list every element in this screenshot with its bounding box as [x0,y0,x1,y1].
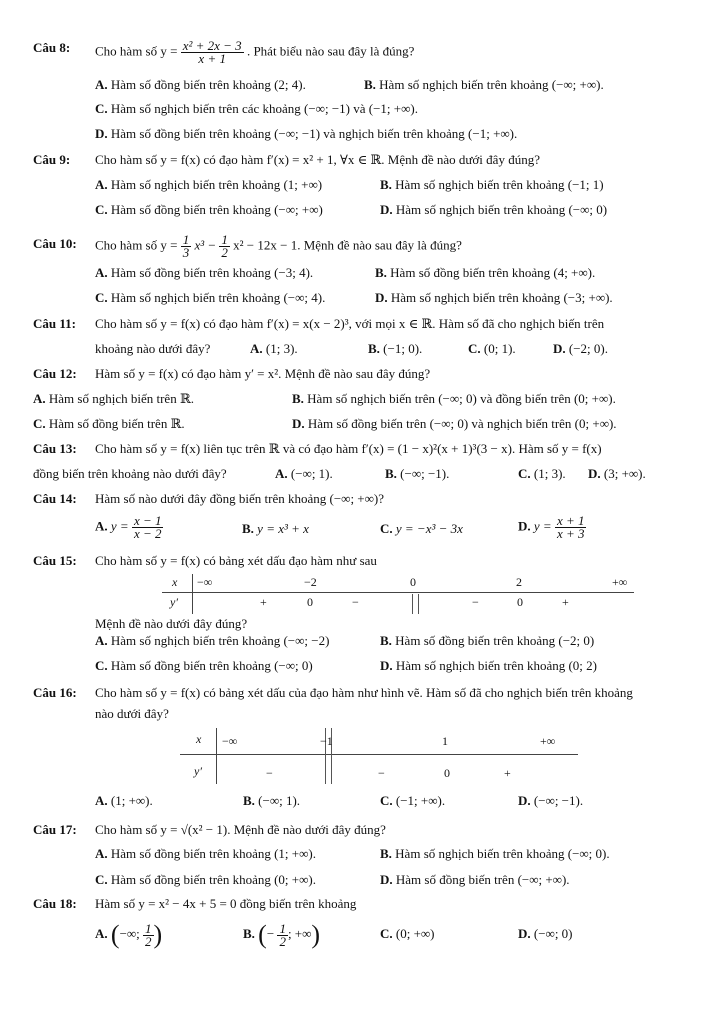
table-divider [162,592,634,593]
option-text: Hàm số nghịch biến trên các khoảng (−∞; −1) và (−1; +∞). [110,101,418,116]
option-c[interactable] [468,341,516,357]
option-b[interactable] [380,846,610,862]
table-sign: + [562,595,569,609]
option-a[interactable] [95,633,329,649]
question-stem: Cho hàm số y = f(x) có bảng xét dấu của đạo hàm như hình vẽ. Hàm số đã cho nghịch biến trên khoảng [95,685,633,700]
option-text: (0; 1). [483,341,516,356]
table-sign: − [352,595,359,609]
paren-close: ) [311,920,321,950]
option-text: (1; 3). [265,341,298,356]
option-b[interactable] [243,793,300,809]
table-divider [180,754,578,755]
option-text: Hàm số đồng biến trên khoảng (−∞; +∞) [110,202,323,217]
table-sign: + [504,766,511,780]
option-label: A. [95,265,108,280]
table-head-y: y′ [194,764,202,778]
option-b[interactable] [380,633,594,649]
option-b[interactable] [364,77,604,93]
stem-text: Cho hàm số y = [95,237,178,253]
option-label: A. [95,77,108,92]
option-label: B. [243,793,255,808]
option-label: A. [95,846,108,861]
question-stem-line2: đồng biến trên khoảng nào dưới đây? [33,466,227,481]
table-head-y: y′ [170,595,178,609]
option-label: D. [375,290,388,305]
option-text: Hàm số đồng biến trên ℝ. [48,416,185,431]
denominator: 3 [182,245,190,260]
option-label: C. [95,872,108,887]
stem-text: x³ − [194,237,217,253]
option-label: B. [243,926,255,941]
numerator: 1 [279,920,286,936]
question-stem: Hàm số y = x² − 4x + 5 = 0 đồng biến trên khoảng [95,896,357,911]
option-text: y = −x³ − 3x [395,521,463,536]
numerator: x − 1 [133,513,162,528]
option-d[interactable] [375,290,613,306]
option-label: D. [588,466,601,481]
fraction [277,920,288,949]
option-text: (3; +∞). [603,466,646,481]
question-stem: Cho hàm số y = f(x) có bảng xét dấu đạo hàm như sau [95,553,377,568]
option-d[interactable] [95,126,517,142]
option-text: (1; +∞). [110,793,153,808]
option-label: A. [95,926,108,941]
option-b[interactable] [368,341,422,357]
sign-table [162,574,634,614]
question-ask: Mệnh đề nào dưới đây đúng? [95,616,248,631]
option-b[interactable] [243,918,320,950]
option-text: − [266,926,275,941]
question-label: Câu 13: [33,441,77,456]
question-label: Câu 16: [33,685,77,700]
stem-text: Cho hàm số y = [95,43,178,59]
option-label: C. [95,290,108,305]
question-stem: Cho hàm số y = f(x) liên tục trên ℝ và có đạo hàm f′(x) = (1 − x)²(x + 1)³(3 − x). Hàm số y = f(x) [95,441,602,456]
table-sign: − [266,766,273,780]
option-text: Hàm số đồng biến trên khoảng (1; +∞). [110,846,316,861]
denominator: x − 2 [133,526,162,541]
fraction [143,920,154,949]
option-a[interactable] [95,515,163,540]
option-label: B. [292,391,304,406]
numerator: 1 [145,920,152,936]
question-stem: Hàm số y = f(x) có đạo hàm y′ = x². Mệnh đề nào sau đây đúng? [95,366,431,381]
paren-open: ( [258,920,267,950]
numerator: x² + 2x − 3 [182,38,242,53]
option-a[interactable] [95,265,313,281]
paren-close: ) [153,920,163,950]
option-b[interactable] [292,391,616,407]
option-c[interactable] [380,521,463,537]
denominator: x + 1 [198,51,226,66]
option-label: D. [292,416,305,431]
table-sign: 0 [444,766,450,780]
option-c[interactable] [518,466,566,482]
option-d[interactable] [380,658,597,674]
option-text: Hàm số nghịch biến trên khoảng (−∞; −2) [110,633,330,648]
option-c[interactable] [95,290,325,306]
fraction [181,234,192,259]
option-text: Hàm số đồng biến trên khoảng (−∞; −1) và nghịch biến trên khoảng (−1; +∞). [110,126,518,141]
question-stem-line2: khoảng nào dưới đây? [95,341,211,356]
option-label: B. [380,846,392,861]
option-text: Hàm số nghịch biến trên khoảng (0; 2) [395,658,597,673]
option-label: D. [518,518,531,534]
option-b[interactable] [385,466,449,482]
option-text: (−1; 0). [383,341,423,356]
table-x-value: +∞ [612,575,628,589]
table-divider [192,574,193,614]
option-label: C. [33,416,46,431]
option-d[interactable] [588,466,646,482]
option-text: (−∞; 1). [258,793,301,808]
question-label: Câu 10: [33,236,77,251]
question-stem [95,40,414,65]
option-text: Hàm số đồng biến trên khoảng (2; 4). [110,77,306,92]
denominator: 2 [145,933,152,949]
option-label: C. [95,101,108,116]
table-x-value: −∞ [222,734,238,748]
double-bar [412,594,419,614]
option-text: Hàm số nghịch biến trên khoảng (1; +∞) [110,177,323,192]
table-x-value: +∞ [540,734,556,748]
question-8 [33,40,70,56]
option-label: B. [380,633,392,648]
table-sign: − [472,595,479,609]
question-11 [33,316,76,332]
table-x-value: −1 [320,734,333,748]
question-label: Câu 18: [33,896,77,911]
option-text: (−∞; −1). [533,793,584,808]
option-label: B. [385,466,397,481]
option-text: Hàm số nghịch biến trên khoảng (−∞; 4). [110,290,326,305]
option-c[interactable] [95,872,316,888]
option-label: A. [275,466,288,481]
option-a[interactable] [95,177,322,193]
option-text: Hàm số nghịch biến trên khoảng (−∞; 0) [395,202,608,217]
option-text: y = [110,518,129,534]
question-label: Câu 12: [33,366,77,381]
question-label: Câu 11: [33,316,76,331]
option-d[interactable] [518,515,586,540]
stem-text: . Phát biểu nào sau đây là đúng? [246,43,415,59]
sign-table [180,728,578,784]
option-text: Hàm số nghịch biến trên khoảng (−1; 1) [395,177,604,192]
option-label: D. [553,341,566,356]
table-head-x: x [172,575,178,589]
option-label: D. [518,793,531,808]
option-text: Hàm số đồng biến trên khoảng (−∞; 0) [110,658,313,673]
option-a[interactable] [95,918,162,950]
option-text: (−1; +∞). [395,793,446,808]
option-text: (0; +∞) [395,926,435,941]
question-label: Câu 9: [33,152,71,167]
option-c[interactable] [95,658,313,674]
stem-text: x² − 12x − 1. Mệnh đề nào sau đây là đúng? [233,237,462,253]
option-label: D. [518,926,531,941]
question-stem: Hàm số nào dưới đây đồng biến trên khoảng (−∞; +∞)? [95,491,385,506]
option-label: D. [380,658,393,673]
question-label: Câu 8: [33,40,71,55]
table-head-x: x [196,732,202,746]
option-text: (−2; 0). [568,341,608,356]
option-d[interactable] [553,341,608,357]
question-13 [33,441,77,457]
option-c[interactable] [33,416,185,432]
option-c[interactable] [380,793,445,809]
table-sign: − [378,766,385,780]
table-x-value: −∞ [197,575,213,589]
fraction [181,40,244,65]
numerator: 1 [182,232,190,247]
option-d[interactable] [380,872,570,888]
option-text: Hàm số đồng biến trên khoảng (−2; 0) [395,633,595,648]
option-text: Hàm số nghịch biến trên khoảng (−∞; +∞). [379,77,604,92]
table-sign: 0 [517,595,523,609]
option-b[interactable] [242,521,309,537]
option-text: Hàm số đồng biến trên (−∞; 0) và nghịch biến trên (0; +∞). [307,416,617,431]
question-stem: Cho hàm số y = f(x) có đạo hàm f′(x) = x(x − 2)³, với mọi x ∈ ℝ. Hàm số đã cho nghịch biến trên [95,316,605,331]
option-a[interactable] [33,391,194,407]
question-label: Câu 17: [33,822,77,837]
option-c[interactable] [95,101,418,117]
option-text: y = x³ + x [257,521,309,536]
option-d[interactable] [518,793,583,809]
option-label: A. [33,391,46,406]
option-label: A. [95,518,108,534]
question-stem: Cho hàm số y = f(x) có đạo hàm f′(x) = x² + 1, ∀x ∈ ℝ. Mệnh đề nào dưới đây đúng? [95,152,540,167]
numerator: x + 1 [556,513,585,528]
option-label: A. [95,633,108,648]
option-text: (−∞; 0) [533,926,573,941]
table-sign: 0 [307,595,313,609]
option-text: Hàm số nghịch biến trên khoảng (−∞; 0). [395,846,610,861]
denominator: 2 [221,245,228,260]
fraction [555,515,587,540]
option-d[interactable] [518,926,573,942]
option-text: (−∞; −1). [400,466,450,481]
question-label: Câu 14: [33,491,77,506]
option-label: D. [95,126,108,141]
table-x-value: 1 [442,734,448,748]
option-a[interactable] [250,341,298,357]
question-18 [33,896,77,912]
option-text: ; +∞ [287,926,312,941]
question-stem-line2: nào dưới đây? [95,706,169,721]
option-text: (1; 3). [533,466,566,481]
option-text: Hàm số đồng biến trên khoảng (4; +∞). [390,265,596,280]
question-label: Câu 15: [33,553,77,568]
paren-open: ( [110,920,120,950]
question-stem [95,234,462,259]
option-d[interactable] [292,416,617,432]
option-a[interactable] [95,846,316,862]
option-label: A. [250,341,263,356]
option-label: D. [380,202,393,217]
question-12 [33,366,77,382]
option-label: C. [380,521,393,536]
option-a[interactable] [95,77,306,93]
question-9 [33,152,70,168]
option-text: Hàm số nghịch biến trên khoảng (−3; +∞). [390,290,613,305]
option-a[interactable] [95,793,153,809]
option-text: (−∞; 1). [290,466,333,481]
table-x-value: −2 [304,575,317,589]
option-text: y = [533,518,552,534]
option-text: −∞; [119,926,140,941]
fraction [132,515,164,540]
option-text: Hàm số nghịch biến trên (−∞; 0) và đồng biến trên (0; +∞). [307,391,616,406]
option-c[interactable] [95,202,323,218]
table-x-value: 2 [516,575,522,589]
table-x-value: 0 [410,575,416,589]
denominator: 2 [279,933,286,949]
option-c[interactable] [380,926,435,942]
denominator: x + 3 [556,526,585,541]
question-14 [33,491,77,507]
table-divider [216,728,217,784]
option-d[interactable] [380,202,607,218]
question-10 [33,236,77,252]
option-a[interactable] [275,466,333,482]
option-text: Hàm số nghịch biến trên ℝ. [48,391,194,406]
option-label: C. [380,793,393,808]
option-label: C. [518,466,531,481]
option-label: B. [380,177,392,192]
option-label: C. [95,202,108,217]
option-label: A. [95,177,108,192]
numerator: 1 [221,232,228,247]
table-sign: + [260,595,267,609]
question-stem: Cho hàm số y = √(x² − 1). Mệnh đề nào dưới đây đúng? [95,822,386,837]
question-17 [33,822,77,838]
option-text: Hàm số đồng biến trên (−∞; +∞). [395,872,570,887]
option-label: C. [468,341,481,356]
fraction [219,234,230,259]
option-text: Hàm số đồng biến trên khoảng (−3; 4). [110,265,314,280]
option-label: C. [380,926,393,941]
option-b[interactable] [375,265,595,281]
question-16 [33,685,77,701]
option-label: A. [95,793,108,808]
option-label: B. [368,341,380,356]
option-label: B. [242,521,254,536]
option-label: B. [375,265,387,280]
question-15 [33,553,77,569]
option-text: Hàm số đồng biến trên khoảng (0; +∞). [110,872,316,887]
option-label: B. [364,77,376,92]
option-label: C. [95,658,108,673]
option-label: D. [380,872,393,887]
option-b[interactable] [380,177,604,193]
